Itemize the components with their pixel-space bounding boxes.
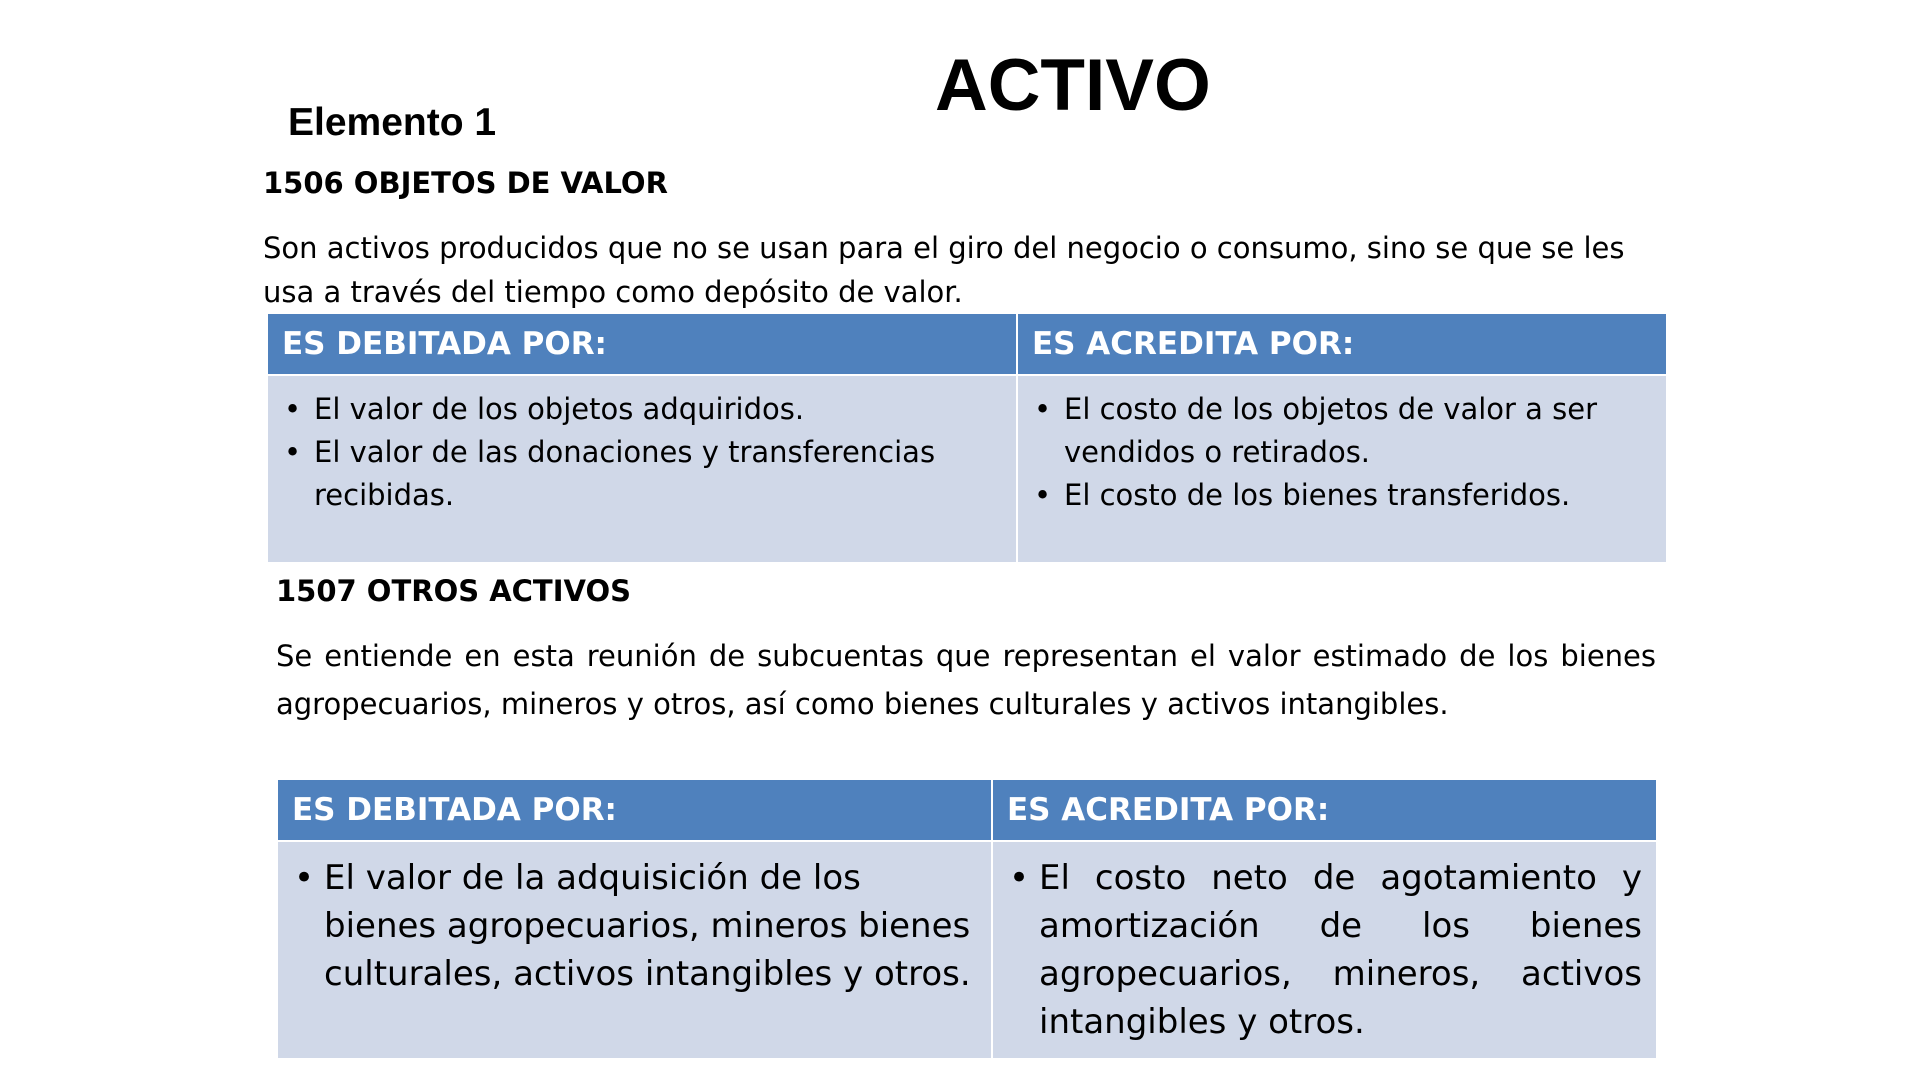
section-1506-description: Son activos producidos que no se usan para el giro del negocio o consumo, sino se que se les usa a través del tiempo como depósito de valor.: [263, 231, 1625, 309]
section-1507-heading: 1507 OTROS ACTIVOS: [276, 574, 631, 608]
table-row: [267, 375, 1667, 563]
section-1506-table: [266, 312, 1668, 564]
list-item: • El costo neto de agotamiento y amortización de los bienes agropecuarios, mineros, activos intangibles y otros.: [1039, 854, 1642, 1046]
element-label: Elemento 1: [288, 101, 497, 144]
table-row: [277, 841, 1657, 1059]
debit-list: [278, 842, 991, 998]
list-item: • El valor de la adquisición de los bienes agropecuarios, mineros bienes culturales, activos intangibles y otros.: [324, 854, 977, 998]
credit-header: ES ACREDITA POR:: [992, 779, 1657, 841]
table-header-row: [277, 779, 1657, 841]
list-item: • El valor de las donaciones y transferencias recibidas.: [314, 431, 1002, 517]
list-item: • El valor de los objetos adquiridos.: [314, 388, 1002, 431]
page-title: ACTIVO: [935, 45, 1211, 126]
credit-cell: [1017, 375, 1667, 563]
credit-list: [1018, 376, 1666, 517]
table-header-row: [267, 313, 1667, 375]
credit-cell: [992, 841, 1657, 1059]
debit-cell: [277, 841, 992, 1059]
credit-header: ES ACREDITA POR:: [1017, 313, 1667, 375]
debit-cell: [267, 375, 1017, 563]
section-1506-heading: 1506 OBJETOS DE VALOR: [263, 166, 668, 200]
debit-list: [268, 376, 1016, 517]
credit-list: [993, 842, 1656, 1046]
section-1507-description: Se entiende en esta reunión de subcuentas que representan el valor estimado de los bienes agropecuarios, mineros y otros, así como bienes culturales y activos intangibles.: [276, 639, 1656, 721]
list-item: • El costo de los bienes transferidos.: [1064, 474, 1652, 517]
debit-header: ES DEBITADA POR:: [267, 313, 1017, 375]
section-1507-table: [276, 778, 1658, 1060]
debit-header: ES DEBITADA POR:: [277, 779, 992, 841]
list-item: • El costo de los objetos de valor a ser vendidos o retirados.: [1064, 388, 1652, 474]
